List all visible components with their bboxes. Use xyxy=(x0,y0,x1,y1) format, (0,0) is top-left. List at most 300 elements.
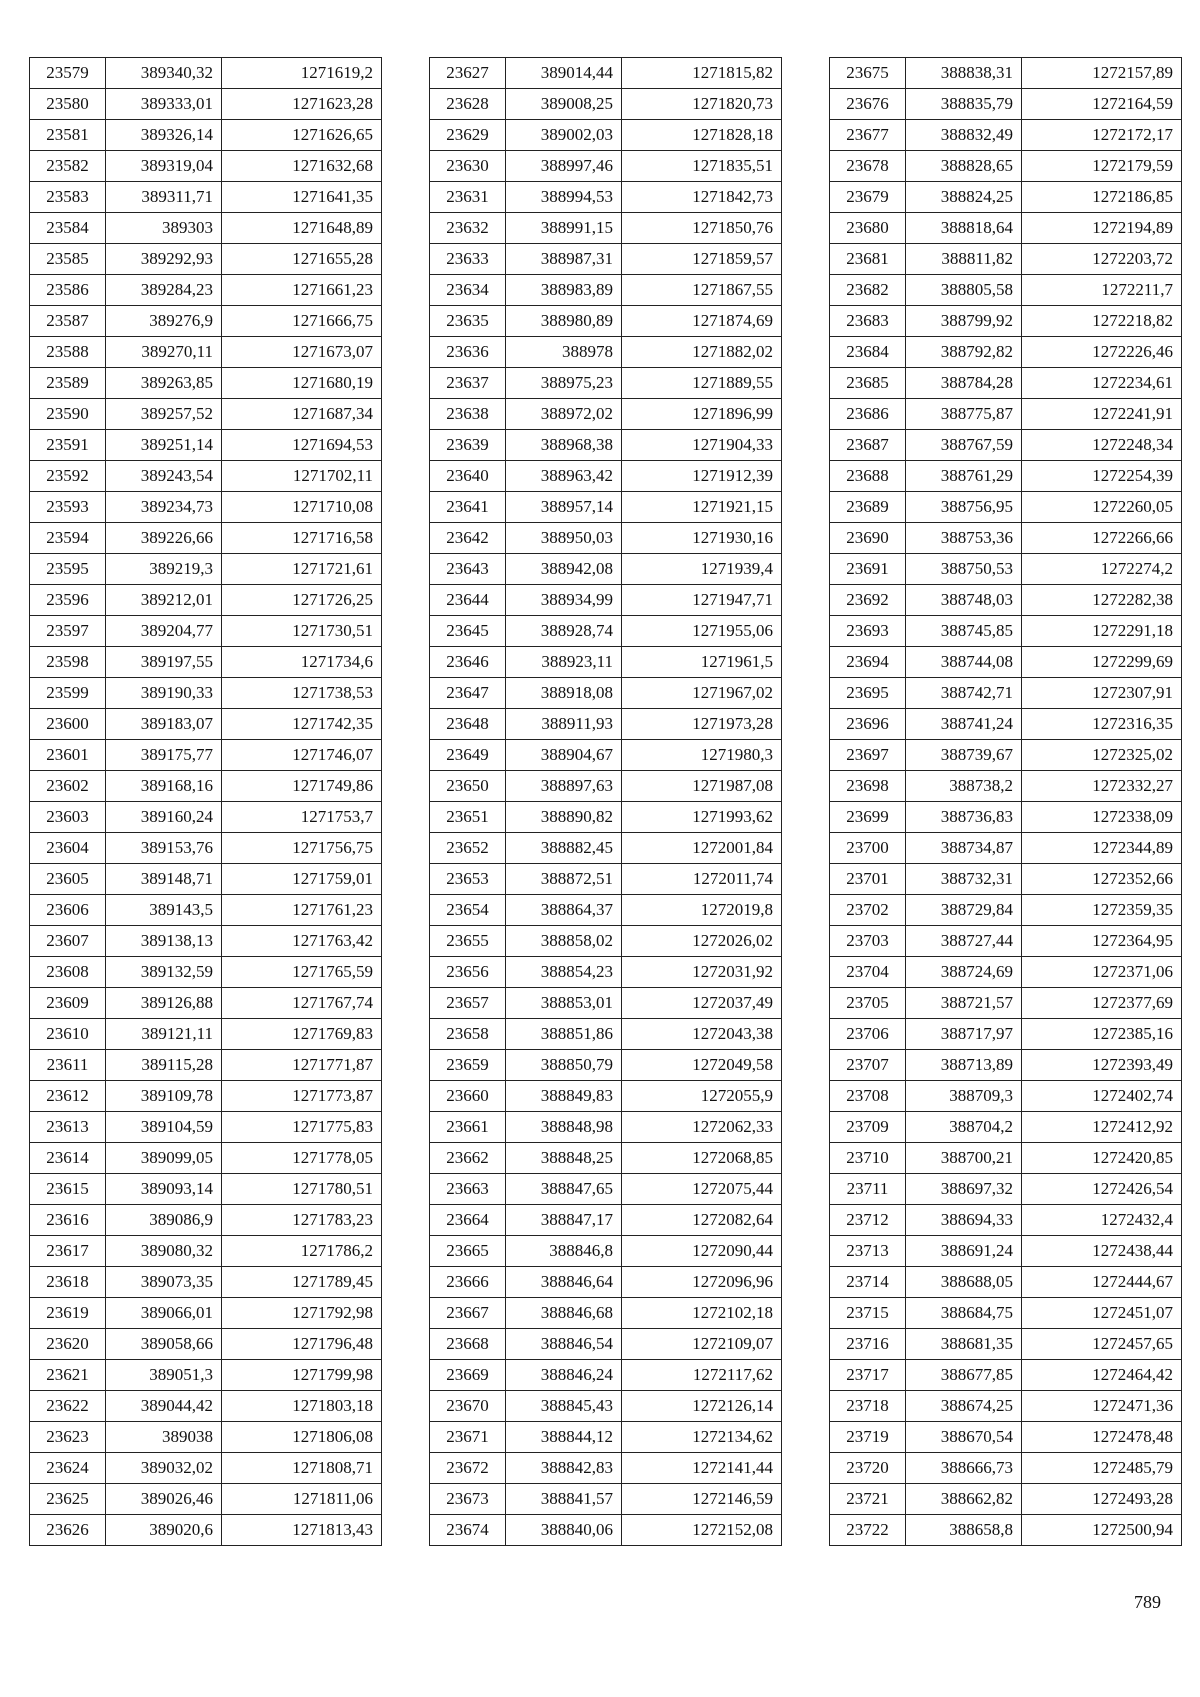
table-row xyxy=(830,213,1182,244)
y-coordinate-cell: 1272102,18 xyxy=(622,1298,782,1329)
x-coordinate-cell: 388850,79 xyxy=(506,1050,622,1081)
table-row xyxy=(430,306,782,337)
x-coordinate-cell: 388744,08 xyxy=(906,647,1022,678)
y-coordinate-cell: 1271808,71 xyxy=(222,1453,382,1484)
x-coordinate-cell: 389190,33 xyxy=(106,678,222,709)
point-number-cell: 23585 xyxy=(30,244,106,275)
y-coordinate-cell: 1271799,98 xyxy=(222,1360,382,1391)
table-row xyxy=(30,1422,382,1453)
table-row xyxy=(30,461,382,492)
y-coordinate-cell: 1272203,72 xyxy=(1022,244,1182,275)
x-coordinate-cell: 388957,14 xyxy=(506,492,622,523)
x-coordinate-cell: 389138,13 xyxy=(106,926,222,957)
y-coordinate-cell: 1272500,94 xyxy=(1022,1515,1182,1546)
table-row xyxy=(30,1019,382,1050)
y-coordinate-cell: 1272226,46 xyxy=(1022,337,1182,368)
x-coordinate-cell: 388750,53 xyxy=(906,554,1022,585)
table-row xyxy=(430,554,782,585)
x-coordinate-cell: 389032,02 xyxy=(106,1453,222,1484)
point-number-cell: 23670 xyxy=(430,1391,506,1422)
table-row xyxy=(430,182,782,213)
table-row xyxy=(830,399,1182,430)
table-row xyxy=(30,430,382,461)
y-coordinate-cell: 1271661,23 xyxy=(222,275,382,306)
y-coordinate-cell: 1271765,59 xyxy=(222,957,382,988)
y-coordinate-cell: 1271626,65 xyxy=(222,120,382,151)
y-coordinate-cell: 1272011,74 xyxy=(622,864,782,895)
point-number-cell: 23648 xyxy=(430,709,506,740)
y-coordinate-cell: 1271842,73 xyxy=(622,182,782,213)
x-coordinate-cell: 389126,88 xyxy=(106,988,222,1019)
y-coordinate-cell: 1272274,2 xyxy=(1022,554,1182,585)
table-row xyxy=(430,864,782,895)
point-number-cell: 23603 xyxy=(30,802,106,833)
x-coordinate-cell: 389080,32 xyxy=(106,1236,222,1267)
page-number: 789 xyxy=(1134,1592,1161,1612)
x-coordinate-cell: 388694,33 xyxy=(906,1205,1022,1236)
y-coordinate-cell: 1272194,89 xyxy=(1022,213,1182,244)
table-row xyxy=(30,337,382,368)
table-row xyxy=(30,1081,382,1112)
point-number-cell: 23598 xyxy=(30,647,106,678)
x-coordinate-cell: 389284,23 xyxy=(106,275,222,306)
x-coordinate-cell: 389270,11 xyxy=(106,337,222,368)
table-row xyxy=(430,1174,782,1205)
point-number-cell: 23584 xyxy=(30,213,106,244)
x-coordinate-cell: 389099,05 xyxy=(106,1143,222,1174)
y-coordinate-cell: 1271773,87 xyxy=(222,1081,382,1112)
x-coordinate-cell: 388677,85 xyxy=(906,1360,1022,1391)
table-row xyxy=(430,1050,782,1081)
y-coordinate-cell: 1272055,9 xyxy=(622,1081,782,1112)
y-coordinate-cell: 1272037,49 xyxy=(622,988,782,1019)
x-coordinate-cell: 389175,77 xyxy=(106,740,222,771)
table-row xyxy=(30,554,382,585)
point-number-cell: 23652 xyxy=(430,833,506,864)
y-coordinate-cell: 1272438,44 xyxy=(1022,1236,1182,1267)
point-number-cell: 23581 xyxy=(30,120,106,151)
table-row xyxy=(830,1360,1182,1391)
table-row xyxy=(30,120,382,151)
table-row xyxy=(430,1422,782,1453)
table-row xyxy=(430,275,782,306)
table-row xyxy=(30,1050,382,1081)
x-coordinate-cell: 388727,44 xyxy=(906,926,1022,957)
table-row xyxy=(430,1143,782,1174)
point-number-cell: 23636 xyxy=(430,337,506,368)
table-row xyxy=(30,740,382,771)
point-number-cell: 23680 xyxy=(830,213,906,244)
point-number-cell: 23586 xyxy=(30,275,106,306)
y-coordinate-cell: 1271904,33 xyxy=(622,430,782,461)
table-row xyxy=(30,182,382,213)
x-coordinate-cell: 389311,71 xyxy=(106,182,222,213)
y-coordinate-cell: 1272172,17 xyxy=(1022,120,1182,151)
point-number-cell: 23705 xyxy=(830,988,906,1019)
y-coordinate-cell: 1272493,28 xyxy=(1022,1484,1182,1515)
point-number-cell: 23685 xyxy=(830,368,906,399)
point-number-cell: 23630 xyxy=(430,151,506,182)
y-coordinate-cell: 1272307,91 xyxy=(1022,678,1182,709)
x-coordinate-cell: 388846,8 xyxy=(506,1236,622,1267)
table-row xyxy=(830,492,1182,523)
y-coordinate-cell: 1271716,58 xyxy=(222,523,382,554)
point-number-cell: 23703 xyxy=(830,926,906,957)
x-coordinate-cell: 388838,31 xyxy=(906,58,1022,89)
point-number-cell: 23721 xyxy=(830,1484,906,1515)
y-coordinate-cell: 1272485,79 xyxy=(1022,1453,1182,1484)
table-row xyxy=(30,89,382,120)
table-row xyxy=(830,957,1182,988)
x-coordinate-cell: 388742,71 xyxy=(906,678,1022,709)
y-coordinate-cell: 1272117,62 xyxy=(622,1360,782,1391)
point-number-cell: 23710 xyxy=(830,1143,906,1174)
point-number-cell: 23649 xyxy=(430,740,506,771)
point-number-cell: 23658 xyxy=(430,1019,506,1050)
table-row xyxy=(30,1267,382,1298)
y-coordinate-cell: 1272109,07 xyxy=(622,1329,782,1360)
y-coordinate-cell: 1272126,14 xyxy=(622,1391,782,1422)
y-coordinate-cell: 1272049,58 xyxy=(622,1050,782,1081)
point-number-cell: 23707 xyxy=(830,1050,906,1081)
x-coordinate-cell: 389319,04 xyxy=(106,151,222,182)
point-number-cell: 23607 xyxy=(30,926,106,957)
y-coordinate-cell: 1272157,89 xyxy=(1022,58,1182,89)
point-number-cell: 23638 xyxy=(430,399,506,430)
table-row xyxy=(430,213,782,244)
table-row xyxy=(430,616,782,647)
point-number-cell: 23714 xyxy=(830,1267,906,1298)
x-coordinate-cell: 388847,65 xyxy=(506,1174,622,1205)
x-coordinate-cell: 389326,14 xyxy=(106,120,222,151)
point-number-cell: 23702 xyxy=(830,895,906,926)
x-coordinate-cell: 388854,23 xyxy=(506,957,622,988)
y-coordinate-cell: 1271738,53 xyxy=(222,678,382,709)
point-number-cell: 23656 xyxy=(430,957,506,988)
table-row xyxy=(30,1205,382,1236)
x-coordinate-cell: 388918,08 xyxy=(506,678,622,709)
point-number-cell: 23671 xyxy=(430,1422,506,1453)
y-coordinate-cell: 1272211,7 xyxy=(1022,275,1182,306)
table-row xyxy=(830,58,1182,89)
x-coordinate-cell: 388934,99 xyxy=(506,585,622,616)
point-number-cell: 23684 xyxy=(830,337,906,368)
table-row xyxy=(830,120,1182,151)
point-number-cell: 23720 xyxy=(830,1453,906,1484)
point-number-cell: 23696 xyxy=(830,709,906,740)
y-coordinate-cell: 1271619,2 xyxy=(222,58,382,89)
table-row xyxy=(30,957,382,988)
table-row xyxy=(430,1081,782,1112)
point-number-cell: 23592 xyxy=(30,461,106,492)
x-coordinate-cell: 388848,98 xyxy=(506,1112,622,1143)
y-coordinate-cell: 1271815,82 xyxy=(622,58,782,89)
x-coordinate-cell: 388674,25 xyxy=(906,1391,1022,1422)
table-row xyxy=(830,368,1182,399)
table-row xyxy=(830,337,1182,368)
point-number-cell: 23681 xyxy=(830,244,906,275)
x-coordinate-cell: 389303 xyxy=(106,213,222,244)
table-row xyxy=(830,895,1182,926)
y-coordinate-cell: 1271753,7 xyxy=(222,802,382,833)
table-row xyxy=(430,1484,782,1515)
y-coordinate-cell: 1271980,3 xyxy=(622,740,782,771)
y-coordinate-cell: 1271666,75 xyxy=(222,306,382,337)
x-coordinate-cell: 388775,87 xyxy=(906,399,1022,430)
table-row xyxy=(30,1174,382,1205)
y-coordinate-cell: 1272146,59 xyxy=(622,1484,782,1515)
x-coordinate-cell: 388842,83 xyxy=(506,1453,622,1484)
y-coordinate-cell: 1271775,83 xyxy=(222,1112,382,1143)
table-row xyxy=(430,926,782,957)
y-coordinate-cell: 1272332,27 xyxy=(1022,771,1182,802)
table-row xyxy=(430,802,782,833)
point-number-cell: 23639 xyxy=(430,430,506,461)
y-coordinate-cell: 1271623,28 xyxy=(222,89,382,120)
x-coordinate-cell: 388846,24 xyxy=(506,1360,622,1391)
table-row xyxy=(430,89,782,120)
table-row xyxy=(830,1329,1182,1360)
x-coordinate-cell: 388738,2 xyxy=(906,771,1022,802)
x-coordinate-cell: 388681,35 xyxy=(906,1329,1022,1360)
point-number-cell: 23582 xyxy=(30,151,106,182)
y-coordinate-cell: 1272325,02 xyxy=(1022,740,1182,771)
x-coordinate-cell: 388897,63 xyxy=(506,771,622,802)
y-coordinate-cell: 1271655,28 xyxy=(222,244,382,275)
x-coordinate-cell: 389008,25 xyxy=(506,89,622,120)
table-row xyxy=(830,585,1182,616)
x-coordinate-cell: 388792,82 xyxy=(906,337,1022,368)
point-number-cell: 23717 xyxy=(830,1360,906,1391)
point-number-cell: 23620 xyxy=(30,1329,106,1360)
table-row xyxy=(830,771,1182,802)
point-number-cell: 23622 xyxy=(30,1391,106,1422)
y-coordinate-cell: 1271993,62 xyxy=(622,802,782,833)
x-coordinate-cell: 389115,28 xyxy=(106,1050,222,1081)
x-coordinate-cell: 388983,89 xyxy=(506,275,622,306)
table-row xyxy=(830,1205,1182,1236)
point-number-cell: 23668 xyxy=(430,1329,506,1360)
point-number-cell: 23716 xyxy=(830,1329,906,1360)
x-coordinate-cell: 389051,3 xyxy=(106,1360,222,1391)
y-coordinate-cell: 1272359,35 xyxy=(1022,895,1182,926)
table-row xyxy=(830,1484,1182,1515)
y-coordinate-cell: 1271874,69 xyxy=(622,306,782,337)
point-number-cell: 23618 xyxy=(30,1267,106,1298)
point-number-cell: 23682 xyxy=(830,275,906,306)
point-number-cell: 23632 xyxy=(430,213,506,244)
y-coordinate-cell: 1271973,28 xyxy=(622,709,782,740)
y-coordinate-cell: 1271780,51 xyxy=(222,1174,382,1205)
point-number-cell: 23665 xyxy=(430,1236,506,1267)
y-coordinate-cell: 1271835,51 xyxy=(622,151,782,182)
y-coordinate-cell: 1272266,66 xyxy=(1022,523,1182,554)
point-number-cell: 23677 xyxy=(830,120,906,151)
y-coordinate-cell: 1271867,55 xyxy=(622,275,782,306)
y-coordinate-cell: 1272164,59 xyxy=(1022,89,1182,120)
table-row xyxy=(830,1267,1182,1298)
table-row xyxy=(830,461,1182,492)
y-coordinate-cell: 1272234,61 xyxy=(1022,368,1182,399)
point-number-cell: 23704 xyxy=(830,957,906,988)
table-row xyxy=(430,151,782,182)
point-number-cell: 23694 xyxy=(830,647,906,678)
point-number-cell: 23686 xyxy=(830,399,906,430)
table-row xyxy=(830,709,1182,740)
x-coordinate-cell: 388811,82 xyxy=(906,244,1022,275)
point-number-cell: 23709 xyxy=(830,1112,906,1143)
y-coordinate-cell: 1272043,38 xyxy=(622,1019,782,1050)
y-coordinate-cell: 1272420,85 xyxy=(1022,1143,1182,1174)
y-coordinate-cell: 1272393,49 xyxy=(1022,1050,1182,1081)
table-row xyxy=(430,771,782,802)
table-row xyxy=(430,523,782,554)
table-row xyxy=(830,151,1182,182)
y-coordinate-cell: 1271749,86 xyxy=(222,771,382,802)
x-coordinate-cell: 388662,82 xyxy=(906,1484,1022,1515)
x-coordinate-cell: 388942,08 xyxy=(506,554,622,585)
table-row xyxy=(430,244,782,275)
table-row xyxy=(30,1236,382,1267)
point-number-cell: 23722 xyxy=(830,1515,906,1546)
x-coordinate-cell: 389038 xyxy=(106,1422,222,1453)
point-number-cell: 23664 xyxy=(430,1205,506,1236)
table-row xyxy=(830,430,1182,461)
point-number-cell: 23594 xyxy=(30,523,106,554)
table-row xyxy=(30,802,382,833)
table-row xyxy=(430,957,782,988)
table-row xyxy=(830,864,1182,895)
y-coordinate-cell: 1271939,4 xyxy=(622,554,782,585)
x-coordinate-cell: 388864,37 xyxy=(506,895,622,926)
y-coordinate-cell: 1272019,8 xyxy=(622,895,782,926)
x-coordinate-cell: 388846,64 xyxy=(506,1267,622,1298)
point-number-cell: 23645 xyxy=(430,616,506,647)
y-coordinate-cell: 1271930,16 xyxy=(622,523,782,554)
point-number-cell: 23713 xyxy=(830,1236,906,1267)
point-number-cell: 23699 xyxy=(830,802,906,833)
x-coordinate-cell: 388858,02 xyxy=(506,926,622,957)
point-number-cell: 23623 xyxy=(30,1422,106,1453)
x-coordinate-cell: 388784,28 xyxy=(906,368,1022,399)
x-coordinate-cell: 388911,93 xyxy=(506,709,622,740)
x-coordinate-cell: 389340,32 xyxy=(106,58,222,89)
table-row xyxy=(830,306,1182,337)
table-row xyxy=(430,1019,782,1050)
coordinate-table-right xyxy=(829,57,1182,1546)
y-coordinate-cell: 1271828,18 xyxy=(622,120,782,151)
point-number-cell: 23579 xyxy=(30,58,106,89)
y-coordinate-cell: 1271778,05 xyxy=(222,1143,382,1174)
point-number-cell: 23626 xyxy=(30,1515,106,1546)
table-row xyxy=(430,461,782,492)
x-coordinate-cell: 389143,5 xyxy=(106,895,222,926)
x-coordinate-cell: 388991,15 xyxy=(506,213,622,244)
table-row xyxy=(830,244,1182,275)
table-row xyxy=(430,430,782,461)
x-coordinate-cell: 389204,77 xyxy=(106,616,222,647)
point-number-cell: 23653 xyxy=(430,864,506,895)
point-number-cell: 23611 xyxy=(30,1050,106,1081)
y-coordinate-cell: 1272082,64 xyxy=(622,1205,782,1236)
x-coordinate-cell: 388700,21 xyxy=(906,1143,1022,1174)
x-coordinate-cell: 388972,02 xyxy=(506,399,622,430)
x-coordinate-cell: 388844,12 xyxy=(506,1422,622,1453)
table-row xyxy=(830,616,1182,647)
table-row xyxy=(430,399,782,430)
y-coordinate-cell: 1272364,95 xyxy=(1022,926,1182,957)
point-number-cell: 23687 xyxy=(830,430,906,461)
point-number-cell: 23633 xyxy=(430,244,506,275)
x-coordinate-cell: 388846,68 xyxy=(506,1298,622,1329)
point-number-cell: 23595 xyxy=(30,554,106,585)
y-coordinate-cell: 1272186,85 xyxy=(1022,182,1182,213)
table-row xyxy=(30,709,382,740)
y-coordinate-cell: 1272444,67 xyxy=(1022,1267,1182,1298)
y-coordinate-cell: 1271792,98 xyxy=(222,1298,382,1329)
point-number-cell: 23627 xyxy=(430,58,506,89)
y-coordinate-cell: 1272457,65 xyxy=(1022,1329,1182,1360)
x-coordinate-cell: 389212,01 xyxy=(106,585,222,616)
y-coordinate-cell: 1272432,4 xyxy=(1022,1205,1182,1236)
point-number-cell: 23641 xyxy=(430,492,506,523)
point-number-cell: 23628 xyxy=(430,89,506,120)
y-coordinate-cell: 1271813,43 xyxy=(222,1515,382,1546)
table-row xyxy=(830,1236,1182,1267)
x-coordinate-cell: 388717,97 xyxy=(906,1019,1022,1050)
x-coordinate-cell: 388848,25 xyxy=(506,1143,622,1174)
y-coordinate-cell: 1271987,08 xyxy=(622,771,782,802)
x-coordinate-cell: 388697,32 xyxy=(906,1174,1022,1205)
y-coordinate-cell: 1271783,23 xyxy=(222,1205,382,1236)
x-coordinate-cell: 389234,73 xyxy=(106,492,222,523)
table-row xyxy=(830,1515,1182,1546)
point-number-cell: 23593 xyxy=(30,492,106,523)
x-coordinate-cell: 388739,67 xyxy=(906,740,1022,771)
point-number-cell: 23596 xyxy=(30,585,106,616)
point-number-cell: 23589 xyxy=(30,368,106,399)
point-number-cell: 23698 xyxy=(830,771,906,802)
point-number-cell: 23662 xyxy=(430,1143,506,1174)
table-row xyxy=(30,1329,382,1360)
x-coordinate-cell: 388841,57 xyxy=(506,1484,622,1515)
table-row xyxy=(830,740,1182,771)
table-row xyxy=(830,523,1182,554)
y-coordinate-cell: 1271632,68 xyxy=(222,151,382,182)
point-number-cell: 23676 xyxy=(830,89,906,120)
y-coordinate-cell: 1271961,5 xyxy=(622,647,782,678)
point-number-cell: 23610 xyxy=(30,1019,106,1050)
point-number-cell: 23657 xyxy=(430,988,506,1019)
x-coordinate-cell: 388997,46 xyxy=(506,151,622,182)
x-coordinate-cell: 388704,2 xyxy=(906,1112,1022,1143)
x-coordinate-cell: 389243,54 xyxy=(106,461,222,492)
table-row xyxy=(830,1050,1182,1081)
y-coordinate-cell: 1272371,06 xyxy=(1022,957,1182,988)
point-number-cell: 23693 xyxy=(830,616,906,647)
table-row xyxy=(30,1360,382,1391)
table-row xyxy=(30,306,382,337)
table-row xyxy=(30,895,382,926)
table-row xyxy=(30,988,382,1019)
x-coordinate-cell: 389148,71 xyxy=(106,864,222,895)
point-number-cell: 23701 xyxy=(830,864,906,895)
point-number-cell: 23615 xyxy=(30,1174,106,1205)
table-row xyxy=(430,1112,782,1143)
point-number-cell: 23695 xyxy=(830,678,906,709)
table-row xyxy=(30,833,382,864)
x-coordinate-cell: 389093,14 xyxy=(106,1174,222,1205)
